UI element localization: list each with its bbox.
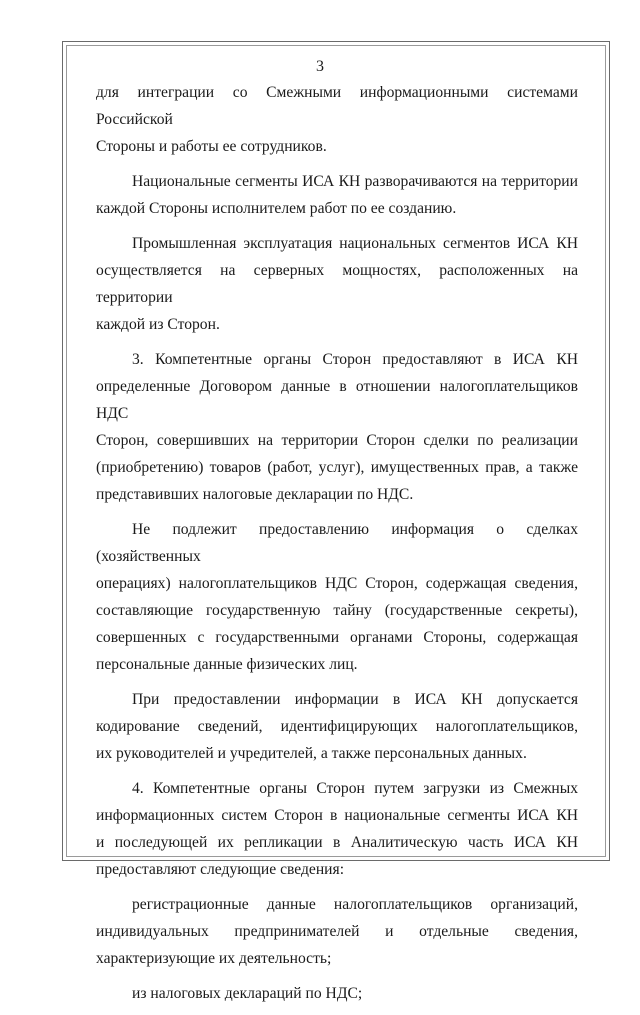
text-line: Стороны и работы ее сотрудников. bbox=[96, 138, 327, 155]
text-line: регистрационные данные налогоплательщиков организаций, bbox=[132, 896, 578, 913]
text-line: и последующей их репликации в Аналитическую часть ИСА КН bbox=[96, 834, 578, 851]
paragraph-p2 bbox=[96, 168, 578, 222]
paragraph-p8 bbox=[96, 891, 578, 972]
paragraph-p4 bbox=[96, 346, 578, 508]
paragraph-p1 bbox=[96, 79, 578, 160]
text-line: Национальные сегменты ИСА КН разворачиваются на территории bbox=[132, 173, 578, 190]
text-line: Промышленная эксплуатация национальных сегментов ИСА КН bbox=[132, 235, 578, 252]
text-line: операциях) налогоплательщиков НДС Сторон, содержащая сведения, bbox=[96, 575, 578, 592]
text-line: При предоставлении информации в ИСА КН допускается bbox=[132, 691, 578, 708]
text-line: характеризующие их деятельность; bbox=[96, 950, 332, 967]
text-line: (приобретению) товаров (работ, услуг), имущественных прав, а также bbox=[96, 459, 578, 476]
paragraph-p5 bbox=[96, 516, 578, 678]
text-line: каждой Стороны исполнителем работ по ее созданию. bbox=[96, 200, 457, 217]
text-line: осуществляется на серверных мощностях, расположенных на территории bbox=[96, 262, 578, 306]
text-line: каждой из Сторон. bbox=[96, 316, 220, 333]
text-line: кодирование сведений, идентифицирующих налогоплательщиков, bbox=[96, 718, 578, 735]
text-line: составляющие государственную тайну (государственные секреты), bbox=[96, 602, 578, 619]
text-line: из налоговых деклараций по НДС; bbox=[132, 985, 363, 1002]
text-line: 4. Компетентные органы Сторон путем загрузки из Смежных bbox=[132, 780, 578, 797]
document-body bbox=[96, 79, 578, 1015]
text-line: Не подлежит предоставлению информация о сделках (хозяйственных bbox=[96, 521, 578, 565]
text-line: представивших налоговые декларации по НДС. bbox=[96, 486, 414, 503]
paragraph-p3 bbox=[96, 230, 578, 338]
paragraph-p9 bbox=[96, 980, 578, 1007]
paragraph-p6 bbox=[96, 686, 578, 767]
text-line: для интеграции со Смежными информационными системами Российской bbox=[96, 84, 578, 128]
text-line: их руководителей и учредителей, а также персональных данных. bbox=[96, 745, 527, 762]
text-line: 3. Компетентные органы Сторон предоставляют в ИСА КН bbox=[132, 351, 578, 368]
text-line: Сторон, совершивших на территории Сторон сделки по реализации bbox=[96, 432, 578, 449]
text-line: предоставляют следующие сведения: bbox=[96, 861, 345, 878]
text-line: информационных систем Сторон в национальные сегменты ИСА КН bbox=[96, 807, 578, 824]
text-line: определенные Договором данные в отношении налогоплательщиков НДС bbox=[96, 378, 578, 422]
page-number: 3 bbox=[316, 58, 324, 75]
text-line: индивидуальных предпринимателей и отдельные сведения, bbox=[96, 923, 578, 940]
text-line: персональные данные физических лиц. bbox=[96, 656, 358, 673]
text-line: совершенных с государственными органами Стороны, содержащая bbox=[96, 629, 578, 646]
paragraph-p7 bbox=[96, 775, 578, 883]
